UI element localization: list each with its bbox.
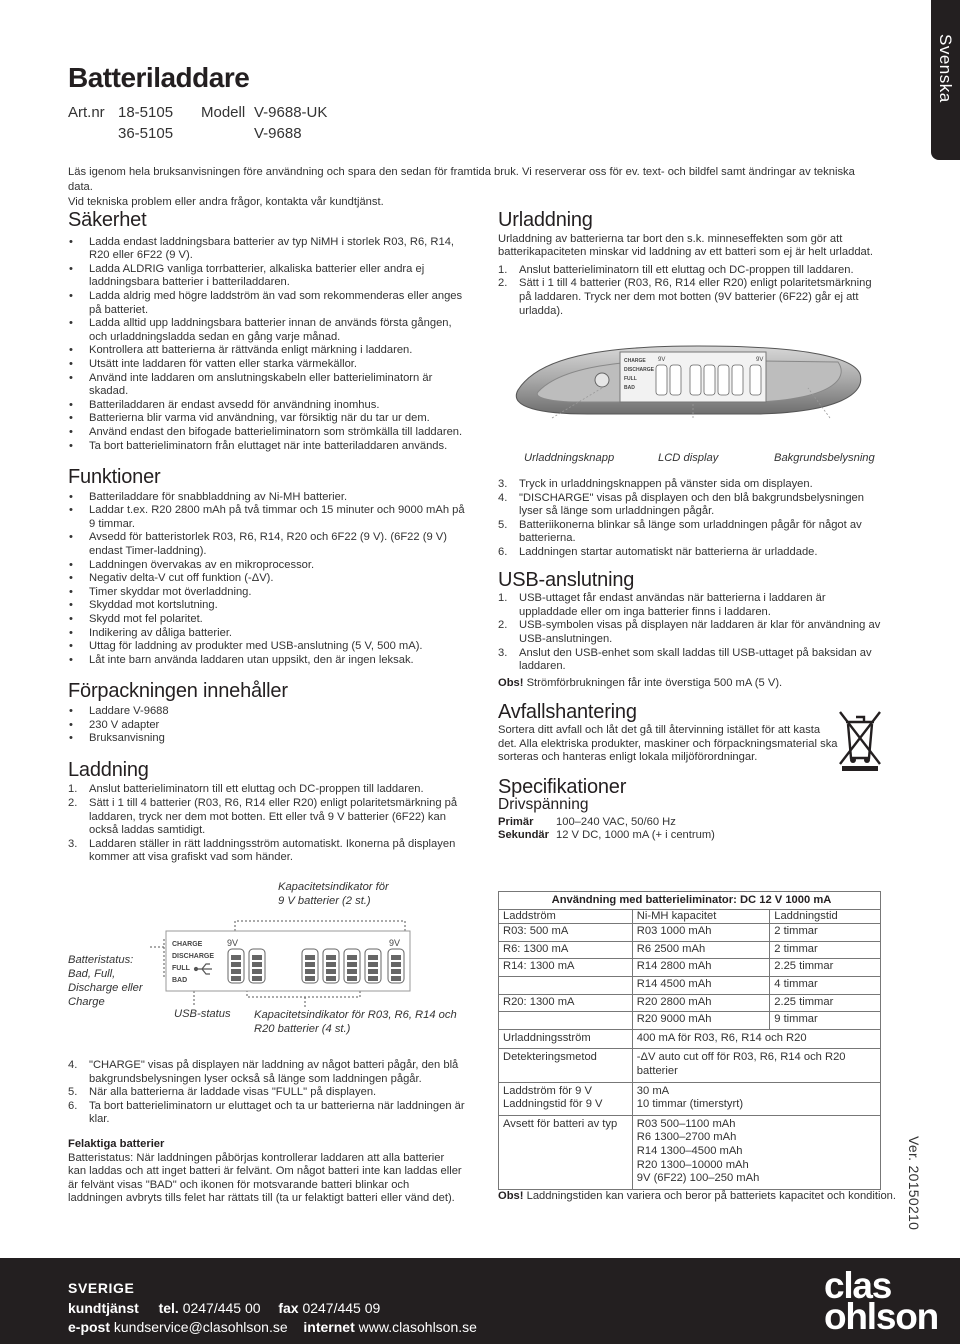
step-number: 1. (498, 592, 508, 605)
version-label: Ver. 20150210 (906, 1136, 922, 1231)
section-heading-funktioner: Funktioner (68, 466, 161, 489)
spec-cell: 2 timmar (770, 924, 881, 942)
charging-step (68, 1059, 466, 1086)
footer-internet[interactable]: www.clasohlson.se (358, 1319, 477, 1335)
feature-item: • Batteriladdare för snabbladdning av Ni-MH batterier. (68, 491, 466, 505)
safety-item: • Ladda aldrig med högre laddström än vad som rekommenderas eller anges på batteriet. (68, 290, 466, 317)
step-number: 2. (498, 619, 508, 632)
spec-wide-value: -ΔV auto cut off för R03, R6, R14 och R20 batterier (632, 1049, 880, 1082)
waste-text: Sortera ditt avfall och låt det gå till återvinning istället för att kasta det. Alla elektriska produkter, maskiner och förpackningsmaterial ska sorteras och hanteras enligt lokala miljöförordningar. (498, 723, 838, 764)
safety-item: • Använd endast den bifogade batterieliminatorn som strömkälla till laddaren. (68, 426, 466, 440)
charging-step (68, 1086, 466, 1100)
step-text: "DISCHARGE" visas på displayen och den blå bakgrundsbelysningen lyser så länge som urladdningen pågår. (519, 491, 865, 518)
charger-lcd-charge: CHARGE (624, 358, 646, 364)
spec-wide-row (499, 1115, 881, 1189)
spec-wide-label: Laddström för 9 V Laddningstid för 9 V (499, 1082, 633, 1115)
step-number: 1. (68, 783, 78, 796)
footer-kundtjanst-label: kundtjänst (68, 1300, 139, 1316)
spec-wide-row (499, 1029, 881, 1049)
footer-tel: 0247/445 00 (182, 1300, 261, 1316)
step-text: Anslut den USB-enhet som skall laddas till USB-uttaget på baksidan av laddaren. (519, 646, 872, 673)
step-text: USB-symbolen visas på displayen när laddaren är klar för användning av USB-anslutningen. (519, 619, 881, 645)
charging-steps (68, 783, 466, 865)
step-text: Anslut batterieliminatorn till ett eluttag och DC-proppen till laddaren. (519, 263, 854, 276)
spec-note (498, 1190, 898, 1204)
spec-row (499, 1012, 881, 1030)
spec-cell: 2.25 timmar (770, 994, 881, 1012)
charging-step (68, 838, 466, 865)
spec-header: Laddström (499, 909, 633, 924)
charger-illustration (508, 338, 868, 420)
caption-cell-indicator: Kapacitetsindikator för R03, R6, R14 och R20 batterier (4 st.) (254, 1009, 457, 1035)
lcd-label-9v-left: 9V (227, 938, 239, 948)
caption-usb-status: USB-status (174, 1008, 231, 1020)
feature-item: • Uttag för laddning av produkter med USB-anslutning (5 V, 500 mA). (68, 640, 466, 654)
step-text: Laddningen startar automatiskt när batterierna är urladdade. (519, 545, 818, 558)
discharge-step (498, 478, 884, 492)
spec-row (499, 924, 881, 942)
article-info (68, 104, 468, 144)
safety-item: • Utsätt inte laddaren för vatten eller starka värmekällor. (68, 358, 466, 372)
spec-obs-text: Laddningstiden kan variera och beror på batteriets kapacitet och kondition. (523, 1190, 897, 1202)
charger-lcd-discharge: DISCHARGE (624, 367, 655, 373)
secondary-label: Sekundär (498, 829, 549, 842)
discharge-step (498, 492, 884, 519)
caption-backlight: Bakgrundsbelysning (774, 452, 875, 464)
step-text: Tryck in urladdningsknappen på vänster sida om displayen. (519, 478, 813, 490)
spec-cell: R03: 500 mA (499, 924, 633, 942)
step-number: 6. (498, 545, 508, 558)
language-tab (931, 0, 960, 160)
step-text: Anslut batterieliminatorn till ett eluttag och DC-proppen till laddaren. (89, 783, 424, 796)
step-number: 3. (498, 478, 508, 490)
caption-9v-indicator: Kapacitetsindikator för 9 V batterier (2 st.) (278, 881, 389, 907)
spec-cell: 2.25 timmar (770, 959, 881, 977)
feature-item: • Skydd mot fel polaritet. (68, 613, 466, 627)
right-column (498, 209, 884, 318)
safety-list (68, 236, 466, 454)
spec-row (499, 994, 881, 1012)
footer-internet-label: internet (303, 1319, 355, 1335)
section-heading-urladdning: Urladdning (498, 209, 593, 231)
intro-line: Läs igenom hela bruksanvisningen före användning och spara den sedan för framtida bruk. Vi reserverar oss för ev. text- och bildfel samt ändringar av tekniska data. (68, 166, 855, 193)
footer (0, 1258, 960, 1344)
section-heading-specifikationer: Specifikationer (498, 775, 627, 798)
step-number: 3. (498, 646, 508, 659)
lcd-label-charge: CHARGE (172, 941, 203, 948)
usb-step (498, 619, 884, 646)
spec-row (499, 959, 881, 977)
package-item: • 230 V adapter (68, 719, 466, 733)
feature-item: • Laddningen övervakas av en mikroprocessor. (68, 559, 466, 573)
step-number: 4. (68, 1059, 78, 1071)
intro-line: Vid tekniska problem eller andra frågor, kontakta vår kundtjänst. (68, 196, 384, 208)
page-title: Batteriladdare (68, 62, 250, 93)
spec-cell: R20 2800 mAh (632, 994, 769, 1012)
step-text: USB-uttaget får endast användas när batterierna i laddaren är uppladdade eller om inga batterier finns i laddaren. (519, 592, 826, 618)
faulty-heading: Felaktiga batterier (68, 1137, 165, 1150)
feature-item: • Negativ delta-V cut off funktion (-ΔV). (68, 572, 466, 586)
primary-row (498, 816, 884, 830)
step-number: 6. (68, 1099, 78, 1112)
clas-ohlson-logo (823, 1265, 938, 1337)
usb-step (498, 647, 884, 674)
left-column (68, 209, 466, 865)
feature-item: • Timer skyddar mot överladdning. (68, 586, 466, 600)
spec-cell (499, 1012, 633, 1030)
section-heading-forpackning: Förpackningen innehåller (68, 680, 288, 703)
spec-wide-value: 400 mA för R03, R6, R14 och R20 (632, 1029, 880, 1049)
safety-item: • Ta bort batterieliminatorn från eluttaget när inte batteriladdaren används. (68, 440, 466, 454)
art-number-2: 36-5105 (118, 125, 174, 142)
discharge-button-icon (595, 373, 609, 387)
spec-wide-value: R03 500–1100 mAh R6 1300–2700 mAh R14 1300–4500 mAh R20 1300–10000 mAh 9V (6F22) 100–250 mAh (632, 1115, 880, 1189)
lcd-label-bad: BAD (172, 977, 188, 984)
logo-line-1: clas (823, 1265, 892, 1306)
usb-steps (498, 592, 884, 674)
section-heading-usb: USB-anslutning (498, 568, 635, 591)
caption-lcd-display: LCD display (658, 452, 719, 464)
charging-steps-continued (68, 1059, 466, 1206)
spec-cell: 4 timmar (770, 976, 881, 994)
discharge-step (498, 546, 884, 560)
footer-tel-label: tel. (158, 1300, 179, 1316)
spec-cell: 9 timmar (770, 1012, 881, 1030)
discharge-steps-2 (498, 478, 884, 560)
footer-country: SVERIGE (68, 1280, 135, 1296)
right-column-2 (498, 478, 884, 843)
spec-row (499, 976, 881, 994)
feature-item: • Låt inte barn använda laddaren utan uppsikt, den är ingen leksak. (68, 654, 466, 668)
section-heading-laddning: Laddning (68, 758, 149, 781)
spec-cell: R6 2500 mAh (632, 941, 769, 959)
model-number-2: V-9688 (254, 125, 302, 142)
spec-wide-label: Detekteringsmetod (499, 1049, 633, 1082)
step-text: När alla batterierna är laddade visas "FULL" på displayen. (89, 1086, 377, 1099)
spec-cell: R14: 1300 mA (499, 959, 633, 977)
feature-item: • Avsedd för batteristorlek R03, R6, R14, R20 och 6F22 (9 V). (6F22 (9 V) endast Timer-laddning). (68, 531, 466, 558)
spec-wide-label: Avsett för batteri av typ (499, 1115, 633, 1189)
step-number: 1. (498, 263, 508, 276)
spec-cell: R14 2800 mAh (632, 959, 769, 977)
lcd-label-discharge: DISCHARGE (172, 953, 215, 960)
lcd-display-diagram (150, 905, 420, 1015)
step-text: Sätt i 1 till 4 batterier (R03, R6, R14 eller R20) enligt polaritetsmärkning på laddaren, tryck ner dem mot botten. Ett eller två 9 V batterier (6F22) kan också laddas samtidigt. (89, 796, 458, 837)
secondary-row (498, 829, 884, 843)
spec-cell: R14 4500 mAh (632, 976, 769, 994)
faulty-text: Batteristatus: När laddningen påbörjas kontrollerar laddaren att alla batterier kan laddas och att inget batteri är felvänt. Om något batteri inte kan laddas eller är felvänt visas "BAD" och ikonen för motsvarande batteri blinkar och laddningen avbryts tills felet har rättats till (ta ur felaktigt batteri eller vänd det). (68, 1151, 462, 1205)
safety-item: • Ladda ALDRIG vanliga torrbatterier, alkaliska batterier eller andra ej laddningsbara batterier i batteriladdaren. (68, 263, 466, 290)
charging-steps-2 (68, 1059, 466, 1127)
discharge-step (498, 264, 884, 278)
discharge-step (498, 277, 884, 318)
package-item: • Bruksanvisning (68, 732, 466, 746)
features-list (68, 491, 466, 668)
feature-item: • Skyddad mot kortslutning. (68, 599, 466, 613)
charger-lcd-full: FULL (624, 376, 637, 382)
caption-battery-status: Batteristatus: Bad, Full, Discharge eller Charge (68, 954, 143, 1008)
art-label: Art.nr (68, 104, 105, 121)
charger-lcd-bad: BAD (624, 385, 635, 391)
primary-value: 100–240 VAC, 50/60 Hz (556, 815, 676, 828)
step-text: "CHARGE" visas på displayen när laddning av något batteri pågår, den blå bakgrundsbelysningen lyser också så länge som laddningen pågår. (89, 1059, 459, 1085)
usb-obs-label: Obs! (498, 676, 524, 689)
step-text: Sätt i 1 till 4 batterier (R03, R6, R14 eller R20) enligt polaritetsmärkning på laddaren. Tryck ner dem mot botten (9V batterier (6F22) går ej att urladda). (519, 277, 872, 317)
step-number: 5. (68, 1086, 78, 1099)
spec-table (498, 891, 881, 1190)
step-text: Batteriikonerna blinkar så länge som urladdningen pågår för något av batterierna. (519, 518, 862, 545)
section-heading-sakerhet: Säkerhet (68, 209, 147, 231)
package-list (68, 705, 466, 746)
step-text: Ta bort batterieliminatorn ur eluttaget och ta ur batterierna när laddningen är klar. (89, 1099, 465, 1126)
model-label: Modell (201, 104, 246, 121)
usb-step (498, 592, 884, 619)
spec-header: Laddningstid (770, 909, 881, 924)
spec-wide-value: 30 mA 10 timmar (timerstyrt) (632, 1082, 880, 1115)
weee-bin-icon (836, 708, 884, 772)
footer-web-row (68, 1319, 477, 1335)
step-text: Laddaren ställer in rätt laddningsström automatiskt. Ikonerna på displayen kommer att visa grafiskt vad som händer. (89, 837, 456, 864)
safety-item: • Ladda endast laddningsbara batterier av typ NiMH i storlek R03, R6, R14, R20 eller 6F22 (9 V). (68, 236, 466, 263)
footer-epost[interactable]: kundservice@clasohlson.se (113, 1319, 288, 1335)
primary-label: Primär (498, 815, 534, 828)
charging-step (68, 783, 466, 797)
spec-row (499, 941, 881, 959)
caption-discharge-button: Urladdningsknapp (524, 452, 615, 464)
spec-table-body (499, 924, 881, 1190)
lcd-label-full: FULL (172, 965, 190, 972)
intro-text (68, 165, 868, 210)
step-number: 2. (498, 277, 508, 290)
discharge-steps (498, 264, 884, 318)
spec-cell: R03 1000 mAh (632, 924, 769, 942)
charger-lcd-9v-right: 9V (756, 357, 764, 363)
spec-header: Ni-MH kapacitet (632, 909, 769, 924)
section-heading-avfall: Avfallshantering (498, 701, 637, 724)
spec-cell: R20 9000 mAh (632, 1012, 769, 1030)
spec-cell: R6: 1300 mA (499, 941, 633, 959)
spec-cell: 2 timmar (770, 941, 881, 959)
safety-item: • Batteriladdaren är endast avsedd för användning inomhus. (68, 399, 466, 413)
footer-epost-label: e-post (68, 1319, 110, 1335)
usb-note (498, 677, 884, 691)
step-number: 4. (498, 491, 508, 504)
package-item: • Laddare V-9688 (68, 705, 466, 719)
safety-item: • Ladda alltid upp laddningsbara batterier innan de används första gången, och urladdningsladda sedan en gång varje månad. (68, 317, 466, 344)
discharge-intro: Urladdning av batterierna tar bort den s.k. minneseffekten som gör att batterikapaciteten minskar vid laddning av ett batteri som ej är helt urladdat. (498, 232, 873, 259)
feature-item: • Laddar t.ex. R20 2800 mAh på två timmar och 15 minuter och 9000 mAh på 9 timmar. (68, 504, 466, 531)
spec-cell: R20: 1300 mA (499, 994, 633, 1012)
lcd-label-9v-right: 9V (389, 938, 401, 948)
footer-fax: 0247/445 09 (302, 1300, 381, 1316)
spec-table-caption: Användning med batterieliminator: DC 12 V 1000 mA (499, 892, 881, 910)
feature-item: • Indikering av dåliga batterier. (68, 627, 466, 641)
spec-wide-row (499, 1082, 881, 1115)
footer-phone-row (68, 1300, 380, 1316)
charging-step (68, 1100, 466, 1127)
step-number: 5. (498, 518, 508, 531)
model-number-1: V-9688-UK (254, 104, 328, 121)
charger-lcd-9v-left: 9V (658, 357, 666, 363)
footer-fax-label: fax (278, 1300, 299, 1316)
safety-item: • Kontrollera att batterierna är rättvända enligt märkning i laddaren. (68, 344, 466, 358)
safety-item: • Batterierna blir varma vid användning, var försiktig när du tar ur dem. (68, 412, 466, 426)
spec-wide-label: Urladdningsström (499, 1029, 633, 1049)
language-label: Svenska (936, 34, 955, 103)
spec-wide-row (499, 1049, 881, 1082)
safety-item: • Använd inte laddaren om anslutningskabeln eller batterieliminatorn är skadad. (68, 372, 466, 399)
logo-line-2: ohlson (823, 1296, 938, 1337)
charging-step (68, 797, 466, 838)
usb-obs-text: Strömförbrukningen får inte överstiga 500 mA (5 V). (523, 676, 783, 689)
spec-cell (499, 976, 633, 994)
step-number: 3. (68, 837, 78, 850)
discharge-step (498, 519, 884, 546)
subheading-drivspanning: Drivspänning (498, 796, 589, 814)
step-number: 2. (68, 796, 78, 809)
spec-obs-label: Obs! (498, 1190, 524, 1202)
secondary-value: 12 V DC, 1000 mA (+ i centrum) (556, 829, 715, 842)
art-number-1: 18-5105 (118, 104, 174, 121)
